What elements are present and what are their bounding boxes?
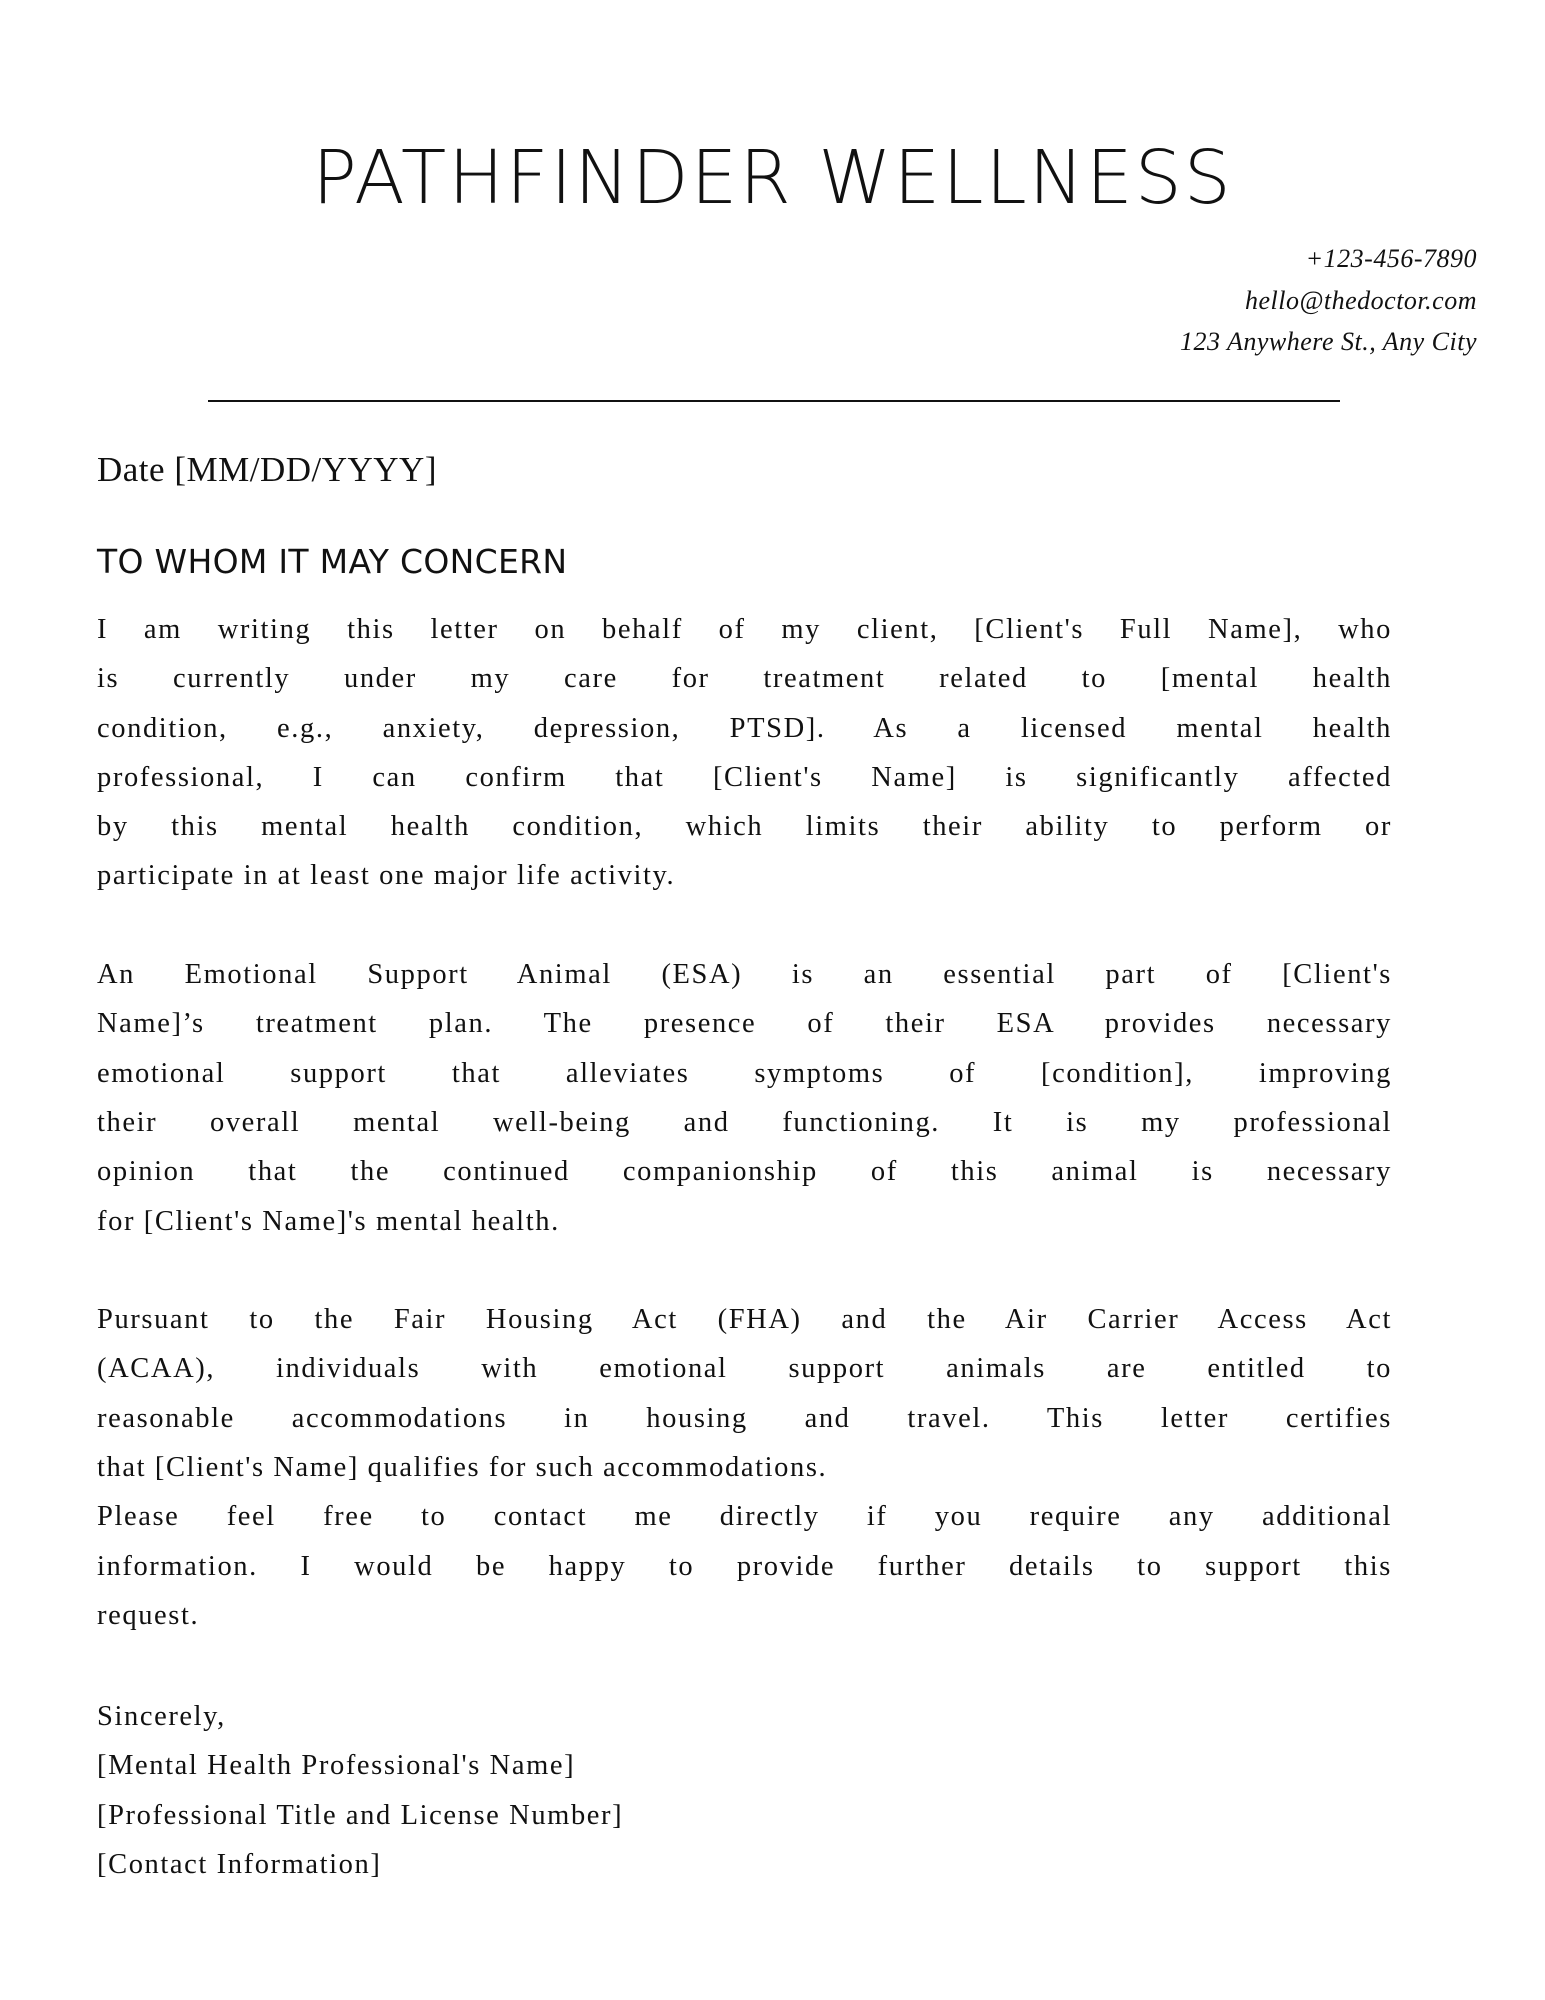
paragraph-line: professional, I can confirm that [Client's Name] is significantly affected: [97, 761, 1392, 793]
contact-address: 123 Anywhere St., Any City: [1179, 327, 1477, 356]
paragraph-line: I am writing this letter on behalf of my client, [Client's Full Name], who: [97, 614, 1392, 645]
closing-block: [97, 1692, 623, 1889]
paragraph-line: Name]’s treatment plan. The presence of their ESA provides necessary: [97, 1008, 1392, 1040]
professional-name: [Mental Health Professional's Name]: [97, 1750, 576, 1782]
paragraph-line: condition, e.g., anxiety, depression, PTSD]. As a licensed mental health: [97, 712, 1392, 744]
paragraph-line: Please feel free to contact me directly if you require any additional: [97, 1501, 1392, 1533]
contact-phone: +123-456-7890: [1305, 244, 1477, 273]
contact-block: [1180, 238, 1477, 363]
paragraph-line: request.: [97, 1599, 200, 1631]
salutation: TO WHOM IT MAY CONCERN: [97, 542, 568, 581]
paragraph-line: their overall mental well-being and functioning. It is my professional: [97, 1106, 1392, 1138]
body-paragraph: [97, 605, 1392, 901]
paragraph-line: for [Client's Name]'s mental health.: [97, 1205, 560, 1237]
paragraph-line: is currently under my care for treatment related to [mental health: [97, 663, 1392, 695]
paragraph-line: emotional support that alleviates symptoms of [condition], improving: [97, 1057, 1392, 1089]
professional-title-license: [Professional Title and License Number]: [97, 1799, 624, 1831]
body-paragraph: [97, 950, 1392, 1246]
organization-title: PATHFINDER WELLNESS: [312, 135, 1233, 221]
body-paragraph: [97, 1295, 1392, 1492]
contact-email: hello@thedoctor.com: [1245, 285, 1477, 315]
letter-body: [97, 605, 1392, 1640]
paragraph-line: reasonable accommodations in housing and travel. This letter certifies: [97, 1402, 1392, 1434]
paragraph-line: information. I would be happy to provide further details to support this: [97, 1550, 1392, 1582]
paragraph-line: An Emotional Support Animal (ESA) is an essential part of [Client's: [97, 959, 1392, 991]
paragraph-line: that [Client's Name] qualifies for such accommodations.: [97, 1452, 828, 1484]
paragraph-gap: [97, 1246, 1392, 1295]
contact-information: [Contact Information]: [97, 1848, 382, 1880]
paragraph-line: (ACAA), individuals with emotional support animals are entitled to: [97, 1353, 1392, 1385]
body-paragraph: [97, 1492, 1392, 1640]
letter-date: Date [MM/DD/YYYY]: [97, 450, 437, 489]
paragraph-line: opinion that the continued companionship of this animal is necessary: [97, 1156, 1392, 1188]
paragraph-line: participate in at least one major life activity.: [97, 860, 676, 892]
paragraph-gap: [97, 901, 1392, 950]
paragraph-line: by this mental health condition, which limits their ability to perform or: [97, 811, 1392, 843]
signoff: Sincerely,: [97, 1701, 226, 1732]
header-divider: [208, 400, 1340, 402]
paragraph-line: Pursuant to the Fair Housing Act (FHA) and the Air Carrier Access Act: [97, 1304, 1392, 1336]
